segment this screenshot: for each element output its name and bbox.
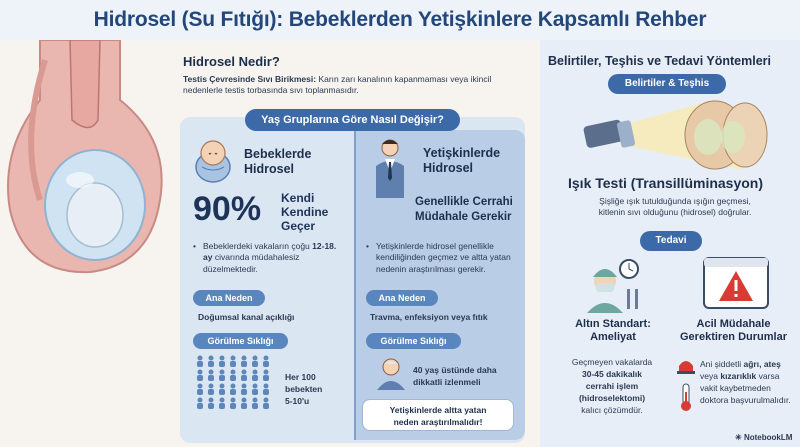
right-heading: Belirtiler, Teşhis ve Tedavi Yöntemleri [548, 54, 772, 68]
thermometer-icon [676, 382, 696, 412]
notebooklm-icon: ✳ [735, 433, 742, 442]
adults-freq-text-1: 40 yaş üstünde daha [413, 365, 497, 375]
emergency-text-6: varsa vakit kaybetmeden doktora başvurulmalıdır. [700, 371, 791, 405]
footer-brand [735, 433, 792, 442]
siren-icon [676, 356, 696, 374]
gold-text-4: (hidroselektomi) [578, 393, 646, 403]
emergency-title-1: Acil Müdahale [696, 318, 771, 330]
infants-percent: 90% [193, 190, 262, 228]
infants-percent-caption-2: Kendine [281, 205, 329, 219]
adults-subtitle-1: Genellikle Cerrahi [415, 196, 513, 208]
comparison-banner: Yaş Gruplarına Göre Nasıl Değişir? [245, 109, 460, 131]
adults-title-1: Yetişkinlerde [423, 146, 501, 160]
emergency-title-2: Gerektiren Durumlar [680, 331, 787, 343]
adults-title-2: Hidrosel [423, 161, 474, 175]
infants-freq-text-2: bebekten [285, 384, 323, 394]
adults-cause-text: Travma, enfeksiyon veya fıtık [370, 312, 488, 322]
elderly-man-icon [374, 356, 408, 390]
infants-percent-caption-1: Kendi [281, 191, 315, 205]
adults-freq-text-2: dikkatli izlenmeli [413, 377, 481, 387]
footer-brand-text: NotebookLM [743, 433, 793, 442]
emergency-text-4: veya [700, 371, 718, 381]
treatment-pill: Tedavi [640, 231, 702, 251]
adults-subtitle-2: Müdahale Gerekir [415, 211, 512, 223]
baby-icon [193, 137, 233, 183]
gold-text-1: Geçmeyen vakalarda [571, 357, 653, 367]
gold-text-5: kalıcı çözümdür. [581, 405, 643, 415]
light-test-text-1: Şişliğe ışık tutulduğunda ışığın geçmesi, [599, 196, 751, 206]
emergency-text-3: ateş [763, 359, 781, 369]
gold-text-2: 30-45 dakikalık [581, 369, 642, 379]
adults-callout-2: neden araştırılmalıdır! [393, 417, 483, 427]
infants-bullet-bold: 12-18. ay [203, 241, 337, 263]
emergency-text-2: ağrı, [743, 359, 762, 369]
gold-text-3: cerrahi işlem [585, 381, 639, 391]
adults-callout-1: Yetişkinlerde altta yatan [389, 405, 487, 415]
infants-freq-text-3: 5-10'u [285, 396, 310, 406]
light-test-title: Işık Testi (Transillüminasyon) [568, 175, 764, 191]
flashlight-illustration [583, 95, 788, 175]
emergency-text-5: kızarıklık [720, 371, 757, 381]
definition-lead: Testis Çevresinde Sıvı Birikmesi: [183, 74, 317, 84]
population-pictogram [195, 355, 275, 415]
gold-title-1: Altın Standart: [575, 318, 651, 330]
page-title: Hidrosel (Su Fıtığı): Bebeklerden Yetişkinlere Kapsamlı Rehber [93, 8, 707, 31]
emergency-text-1: Ani şiddetli [700, 359, 742, 369]
adults-freq-label: Görülme Sıklığı [366, 333, 461, 349]
definition-text: Karın zarı kanalının kapanmaması veya ikincil nedenlerle testis torbasında sıvı toplanmasıdır. [183, 74, 492, 96]
adults-cause-label: Ana Neden [366, 290, 438, 306]
definition-heading: Hidrosel Nedir? [183, 54, 280, 69]
light-test-text-2: kitlenin sıvı olduğunu (hidrosel) doğrular. [598, 207, 752, 218]
gold-title-2: Ameliyat [590, 331, 636, 343]
adults-callout [362, 399, 514, 431]
adult-man-icon [370, 138, 410, 200]
infants-bullet-pre: Bebeklerdeki vakaların çoğu [203, 241, 310, 251]
infants-bullet-post: civarında müdahalesiz düzelmektedir. [203, 252, 300, 274]
anatomy-illustration [0, 40, 175, 275]
adults-bullet: Yetişkinlerde hidrosel genellikle kendiliğinden geçmez ve altta yatan nedenin araştırılması gerekir. [376, 241, 511, 274]
emergency-window-icon [703, 257, 769, 309]
symptoms-pill: Belirtiler & Teşhis [608, 74, 726, 94]
infants-freq-label: Görülme Sıklığı [193, 333, 288, 349]
surgeon-icon [583, 255, 645, 313]
infants-cause-text: Doğumsal kanal açıklığı [198, 312, 295, 322]
infants-title-1: Bebeklerde [244, 147, 312, 161]
infants-percent-caption-3: Geçer [281, 219, 316, 233]
column-divider [354, 128, 356, 440]
infants-freq-text-1: Her 100 [285, 372, 316, 382]
infants-title-2: Hidrosel [244, 162, 295, 176]
infants-cause-label: Ana Neden [193, 290, 265, 306]
